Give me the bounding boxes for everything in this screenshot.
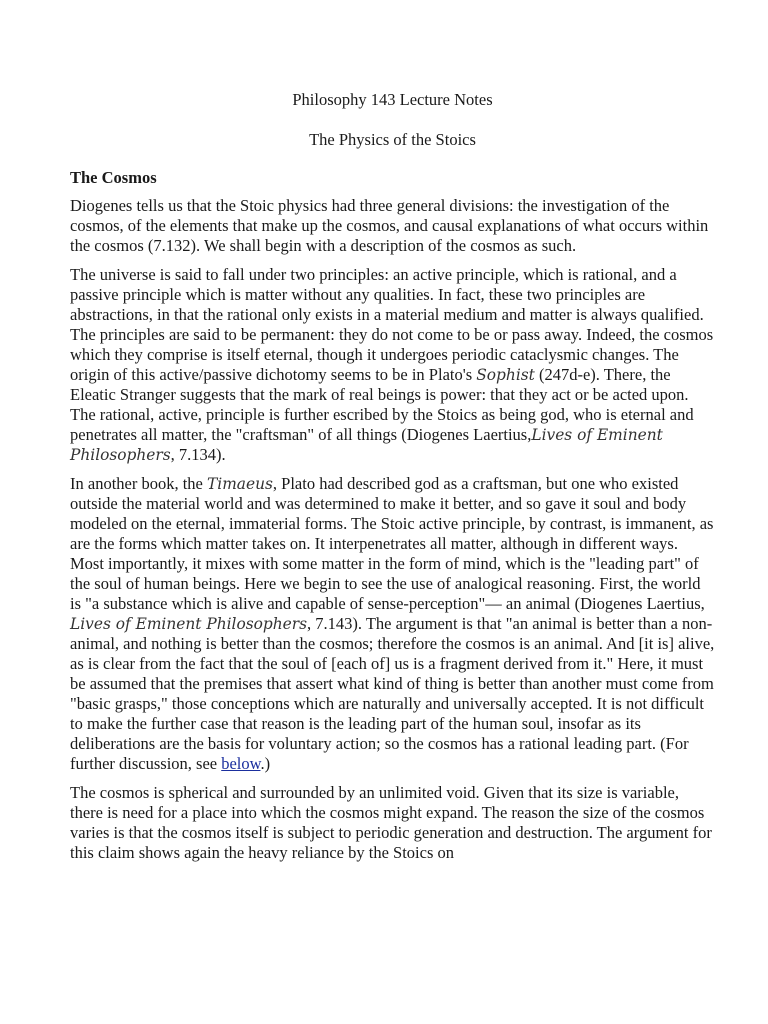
book-title-timaeus: Timaeus: [207, 475, 273, 493]
document-page: [70, 78, 715, 863]
paragraph-timaeus: [70, 474, 715, 774]
paragraph-text: In another book, the: [70, 474, 208, 493]
paragraph-text: , 7.143). The argument is that "an animal is better than a non-animal, and nothing is better than the cosmos; therefore the cosmos is an animal. And [it is] alive, as is clear from the fact that the soul of [each of] us is a fragment derived from it." Here, it must be assumed that the premises that assert what kind of thing is better than another must come from "basic grasps," those conceptions which are naturally and universally accepted. It is not difficult to make the further case that reason is the leading part of the human soul, insofar as its deliberations are the basis for voluntary action; so the cosmos has a rational leading part. (For further discussion, see: [70, 614, 715, 773]
paragraph-text: (247d-e). There, the Eleatic Stranger suggests that the mark of real beings is power: that they act or be acted upon. The rational, active, principle is further escribed by the Stoics as being god, who is eternal and penetrates all matter, the "craftsman" of all things (Diogenes Laertius,: [70, 365, 694, 444]
below-link[interactable]: below: [221, 754, 261, 773]
paragraph-text: .): [260, 754, 271, 773]
paragraph-spherical-cosmos: The cosmos is spherical and surrounded by an unlimited void. Given that its size is variable, there is need for a place into which the cosmos might expand. The reason the size of the cosmos varies is that the cosmos itself is subject to periodic generation and destruction. The argument for this claim shows again the heavy reliance by the Stoics on: [70, 783, 712, 862]
document-subtitle: The Physics of the Stoics: [309, 130, 476, 149]
paragraph-principles: [70, 265, 715, 465]
book-title-lives: Lives of Eminent Philosophers: [70, 426, 663, 464]
paragraph-text: , Plato had described god as a craftsman, but one who existed outside the material world and was determined to make it better, and so gave it soul and body modeled on the eternal, immaterial forms. The Stoic active principle, by contrast, is immanent, as are the forms which matter takes on. It interpenetrates all matter, although in different ways. Most importantly, it mixes with some matter in the form of mind, which is the "leading part" of the soul of human beings. Here we begin to see the use of analogical reasoning. First, the world is "a substance which is alive and capable of sense-perception"— an animal (Diogenes Laertius,: [70, 474, 714, 613]
book-title-lives: Lives of Eminent Philosophers: [70, 615, 308, 633]
section-heading: The Cosmos: [70, 168, 157, 187]
document-title: Philosophy 143 Lecture Notes: [292, 90, 493, 109]
paragraph-divisions: Diogenes tells us that the Stoic physics had three general divisions: the investigation of the cosmos, of the elements that make up the cosmos, and causal explanations of what occurs within the cosmos (7.132). We shall begin with a description of the cosmos as such.: [70, 196, 709, 255]
paragraph-text: The universe is said to fall under two principles: an active principle, which is rational, and a passive principle which is matter without any qualities. In fact, these two principles are abstractions, in that the rational only exists in a material medium and matter is always qualified. The principles are said to be permanent: they do not come to be or pass away. Indeed, the cosmos which they comprise is itself eternal, though it undergoes periodic cataclysmic changes. The origin of this active/passive dichotomy seems to be in Plato's: [70, 265, 714, 384]
book-title-sophist: Sophist: [476, 366, 535, 384]
paragraph-text: , 7.134).: [170, 445, 226, 464]
